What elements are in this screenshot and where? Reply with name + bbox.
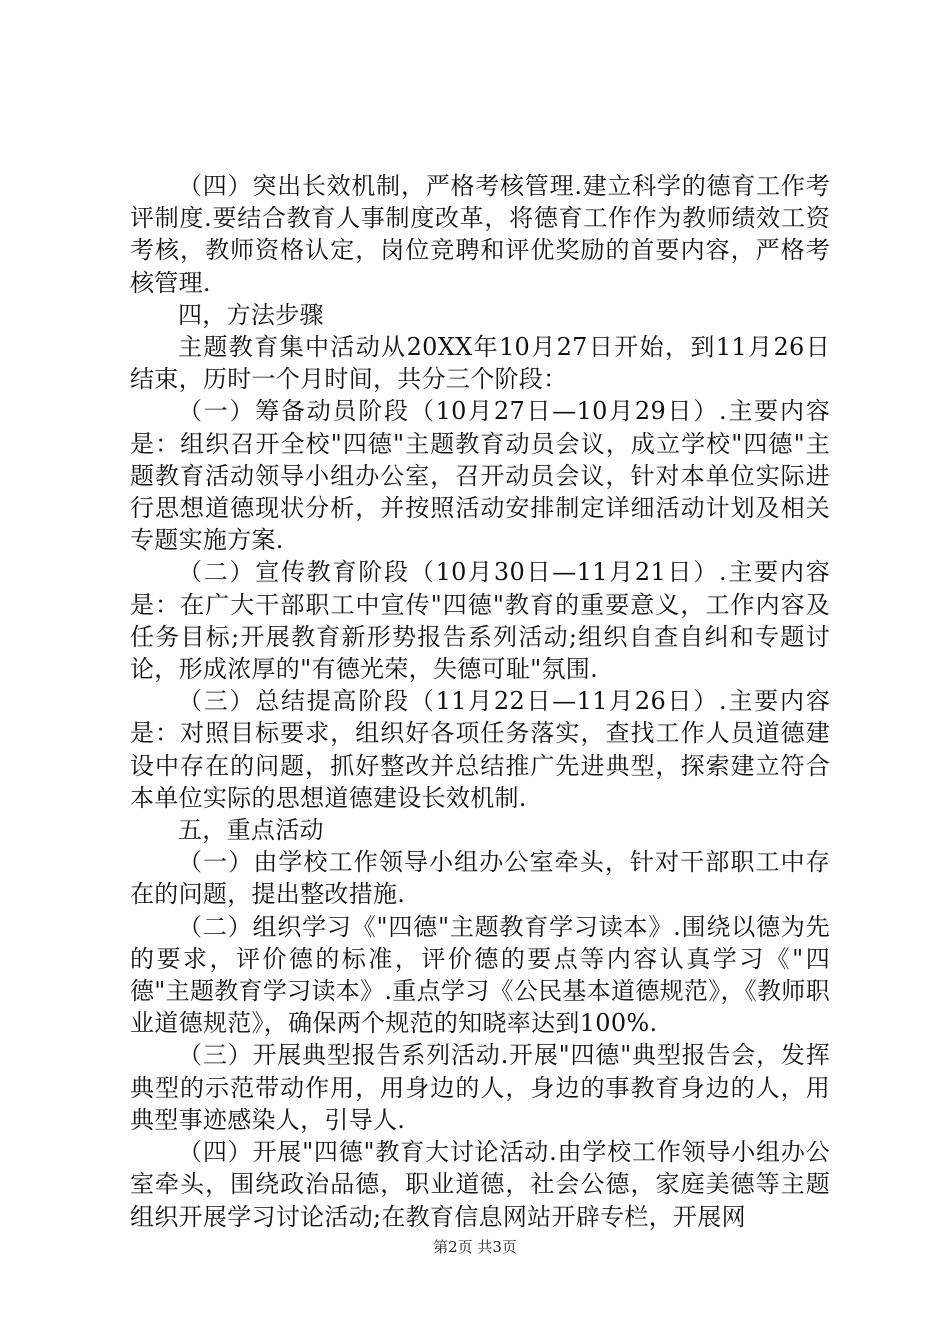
section-heading: 五，重点活动	[178, 816, 324, 845]
paragraph: 主题教育集中活动从20XX年10月27日开始，到11月26日结束，历时一个月时间，共分三个阶段：	[130, 333, 830, 394]
paragraph: （二）组织学习《"四德"主题教育学习读本》.围绕以德为先的要求，评价德的标准，评价德的要点等内容认真学习《"四德"主题教育学习读本》.重点学习《公民基本道德规范》，《教师职业道德规范》，确保两个规范的知晓率达到100%.	[130, 912, 830, 1038]
paragraph: （三）开展典型报告系列活动.开展"四德"典型报告会，发挥典型的示范带动作用，用身边的人，身边的事教育身边的人，用典型事迹感染人，引导人.	[130, 1041, 830, 1134]
paragraph: （一）由学校工作领导小组办公室牵头，针对干部职工中存在的问题，提出整改措施.	[130, 848, 830, 909]
paragraph: （三）总结提高阶段（11月22日—11月26日）.主要内容是：对照目标要求，组织好各项任务落实，查找工作人员道德建设中存在的问题，抓好整改并总结推广先进典型，探索建立符合本单位实际的思想道德建设长效机制.	[130, 687, 830, 812]
document-body	[130, 170, 830, 1233]
paragraph: （二）宣传教育阶段（10月30日—11月21日）.主要内容是：在广大干部职工中宣传"四德"教育的重要意义，工作内容及任务目标;开展教育新形势报告系列活动;组织自查自纠和专题讨论，形成浓厚的"有德光荣，失德可耻"氛围.	[130, 558, 830, 684]
paragraph: （四）开展"四德"教育大讨论活动.由学校工作领导小组办公室牵头，围绕政治品德，职业道德，社会公德，家庭美德等主题组织开展学习讨论活动;在教育信息网站开辟专栏，开展网	[130, 1138, 830, 1231]
page-footer: 第2页 共3页	[433, 1238, 517, 1256]
paragraph: （一）筹备动员阶段（10月27日—10月29日）.主要内容是：组织召开全校"四德"主题教育动员会议，成立学校"四德"主题教育活动领导小组办公室，召开动员会议，针对本单位实际进行思想道德现状分析，并按照活动安排制定详细活动计划及相关专题实施方案.	[130, 397, 830, 555]
section-heading: 四，方法步骤	[178, 300, 324, 329]
paragraph: （四）突出长效机制，严格考核管理.建立科学的德育工作考评制度.要结合教育人事制度改革，将德育工作作为教师绩效工资考核，教师资格认定，岗位竞聘和评优奖励的首要内容，严格考核管理.	[130, 172, 830, 297]
